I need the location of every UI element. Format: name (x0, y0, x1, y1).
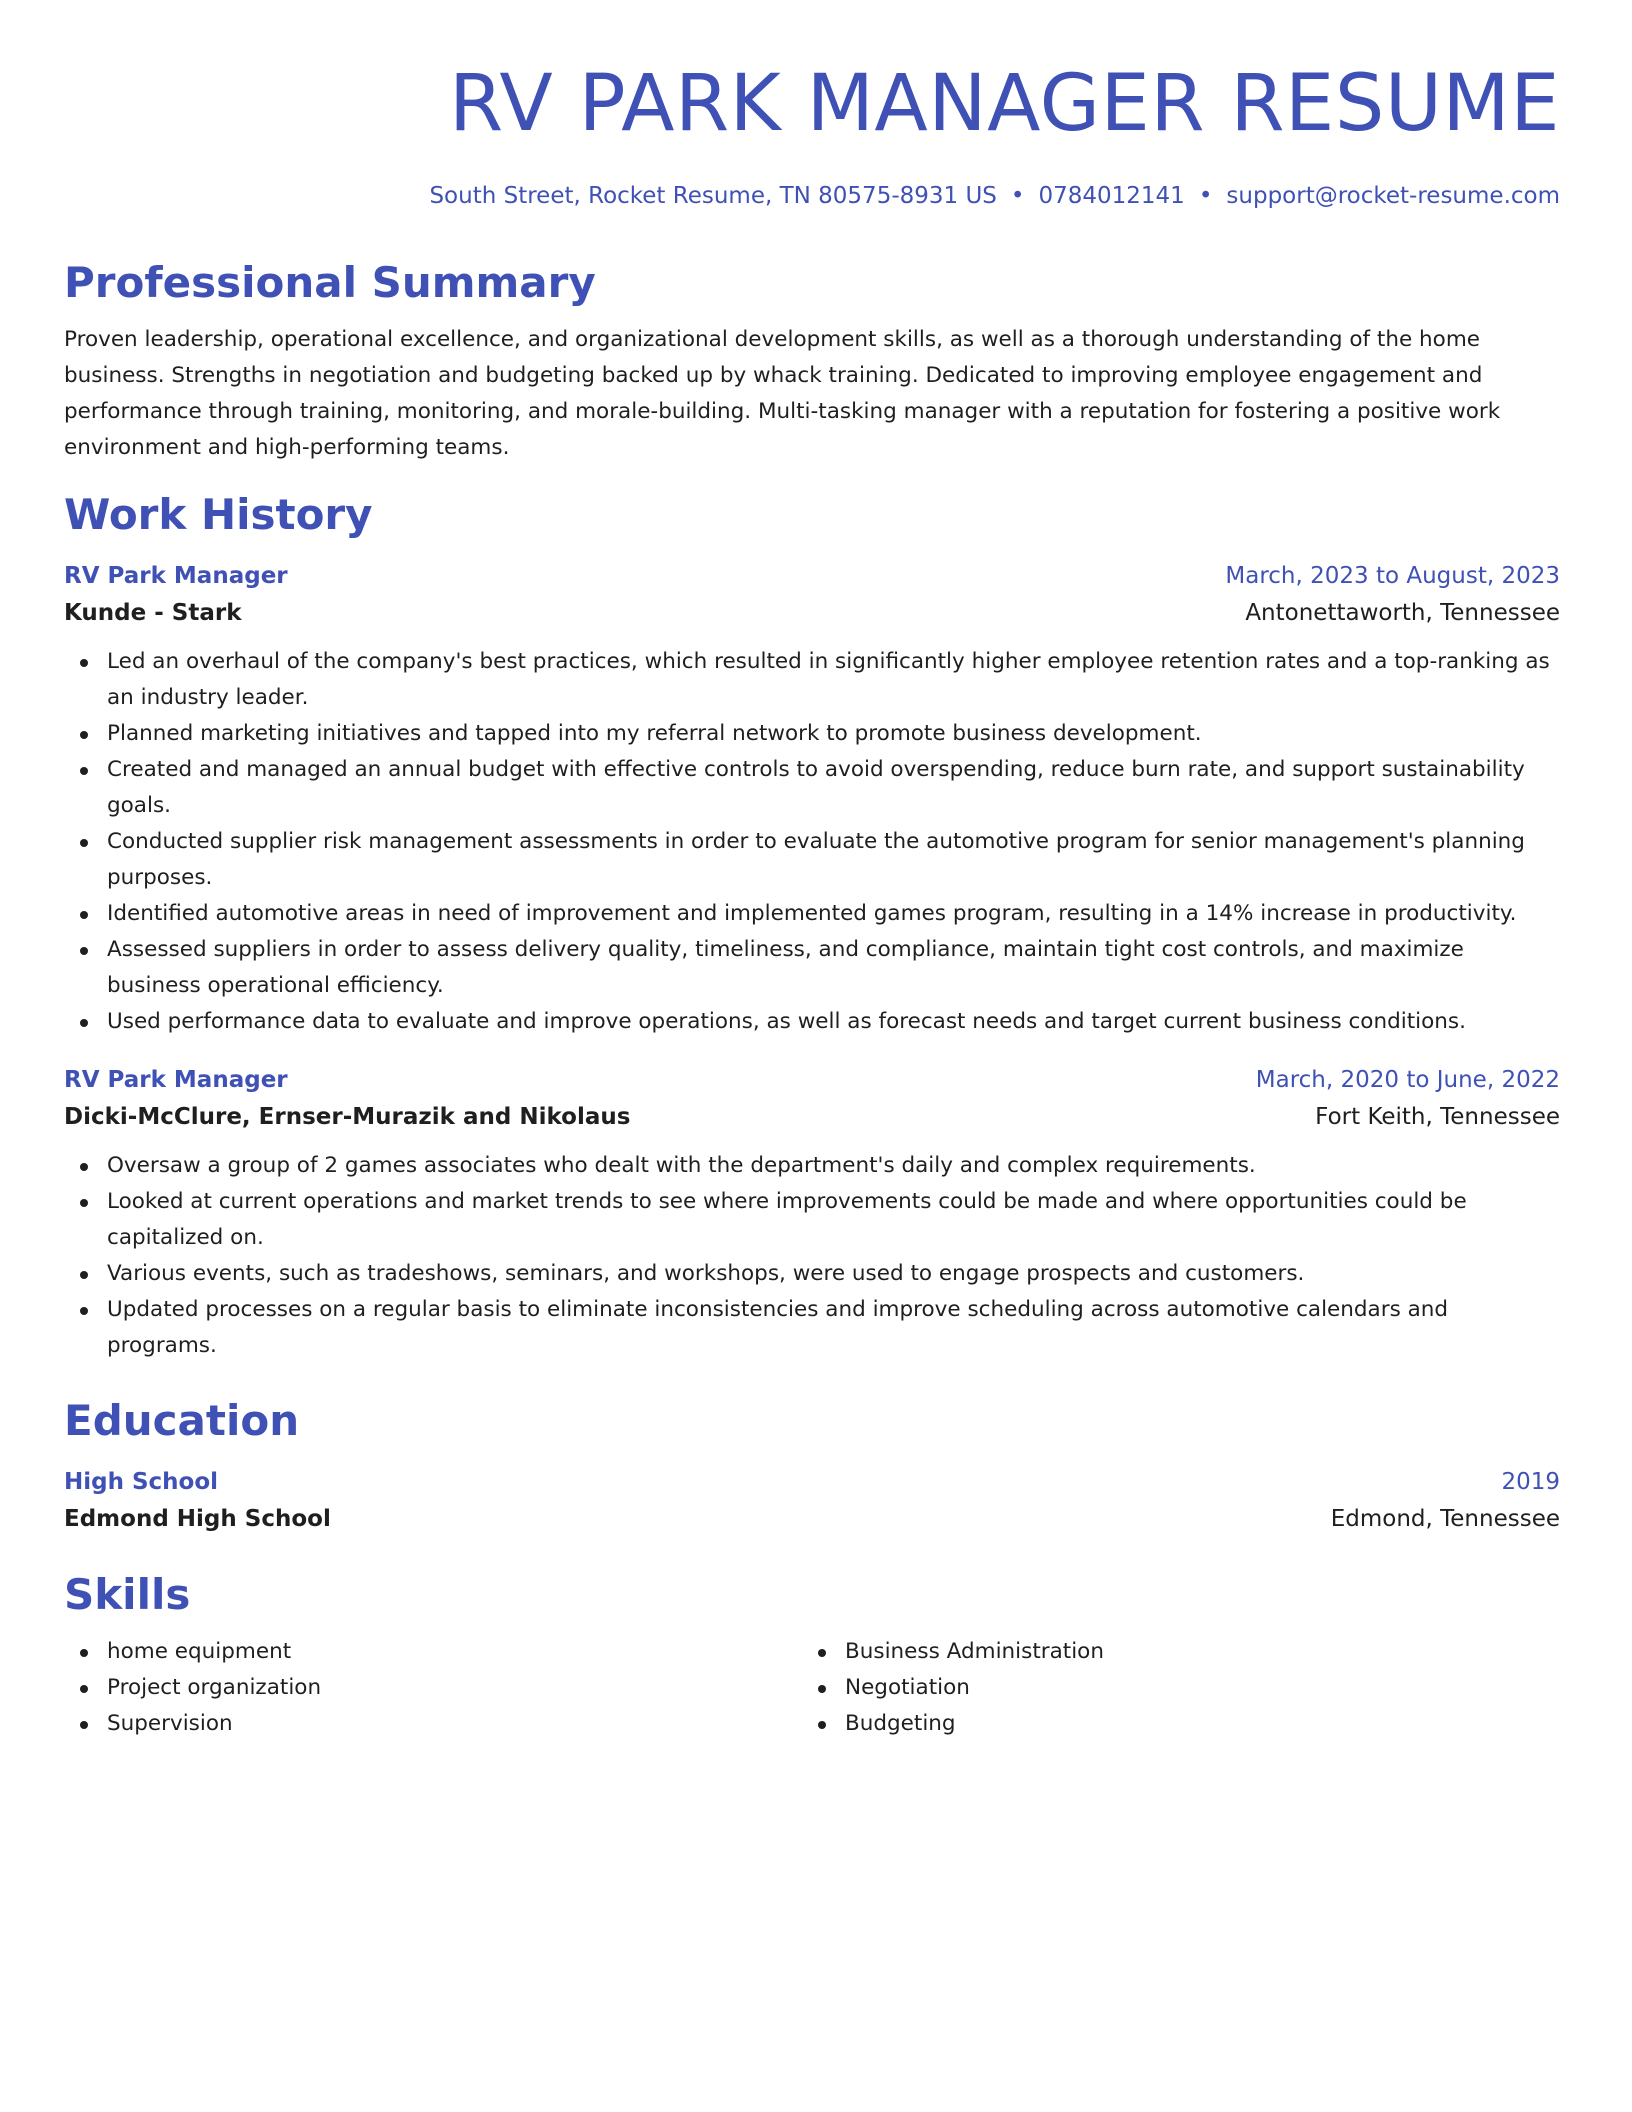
job-company: Kunde - Stark (64, 600, 242, 626)
summary-heading: Professional Summary (64, 258, 596, 307)
skill-item: Project organization (64, 1670, 802, 1706)
list-item: Assessed suppliers in order to assess delivery quality, timeliness, and compliance, maintain tight cost controls, and maximize business operational efficiency. (64, 932, 1560, 1004)
work-history-section (64, 488, 1560, 1364)
skills-column-left (64, 1634, 802, 1742)
list-item: Identified automotive areas in need of improvement and implemented games program, resulting in a 14% increase in productivity. (64, 896, 1560, 932)
job-title: RV Park Manager (64, 1067, 288, 1093)
education-degree-row (64, 1464, 1560, 1500)
education-year: 2019 (1501, 1469, 1560, 1495)
job-bullets (64, 1148, 1560, 1364)
education-location: Edmond, Tennessee (1330, 1506, 1560, 1532)
contact-separator: • (1010, 183, 1025, 209)
job-location: Antonettaworth, Tennessee (1245, 600, 1560, 626)
skill-item: Budgeting (802, 1706, 1540, 1742)
skill-item: Supervision (64, 1706, 802, 1742)
contact-phone: 0784012141 (1038, 183, 1185, 209)
skill-item: Business Administration (802, 1634, 1540, 1670)
job-bullets (64, 644, 1560, 1040)
job-title: RV Park Manager (64, 563, 288, 589)
list-item: Led an overhaul of the company's best practices, which resulted in significantly higher employee retention rates and a top-ranking as an industry leader. (64, 644, 1560, 716)
job-title-row (64, 558, 1560, 594)
list-item: Planned marketing initiatives and tapped into my referral network to promote business development. (64, 716, 1560, 752)
summary-section (64, 256, 1560, 466)
education-school-row (64, 1500, 1560, 1538)
job-title-row (64, 1062, 1560, 1098)
resume-header (64, 54, 1560, 212)
education-section (64, 1394, 1560, 1538)
education-heading: Education (64, 1396, 300, 1445)
skill-item: Negotiation (802, 1670, 1540, 1706)
skills-section (64, 1568, 1560, 1742)
skills-grid (64, 1634, 1560, 1742)
list-item: Created and managed an annual budget with effective controls to avoid overspending, reduce burn rate, and support sustainability goals. (64, 752, 1560, 824)
skill-item: home equipment (64, 1634, 802, 1670)
work-history-heading: Work History (64, 490, 373, 539)
list-item: Used performance data to evaluate and improve operations, as well as forecast needs and target current business conditions. (64, 1004, 1560, 1040)
job-company-row (64, 1098, 1560, 1136)
list-item: Looked at current operations and market trends to see where improvements could be made and where opportunities could be capitalized on. (64, 1184, 1560, 1256)
list-item: Updated processes on a regular basis to eliminate inconsistencies and improve scheduling across automotive calendars and programs. (64, 1292, 1560, 1364)
job-entry (64, 558, 1560, 1040)
job-dates: March, 2020 to June, 2022 (1255, 1067, 1560, 1093)
skills-column-right (802, 1634, 1540, 1742)
education-degree: High School (64, 1469, 219, 1495)
job-company: Dicki-McClure, Ernser-Murazik and Nikolaus (64, 1104, 631, 1130)
list-item: Oversaw a group of 2 games associates who dealt with the department's daily and complex requirements. (64, 1148, 1560, 1184)
list-item: Various events, such as tradeshows, seminars, and workshops, were used to engage prospects and customers. (64, 1256, 1560, 1292)
summary-text: Proven leadership, operational excellence, and organizational development skills, as well as a thorough understanding of the home business. Strengths in negotiation and budgeting backed up by whack training. Dedicated to improving employee engagement and performance through training, monitoring, and morale-building. Multi-tasking manager with a reputation for fostering a positive work environment and high-performing teams. (64, 327, 1501, 460)
job-dates: March, 2023 to August, 2023 (1225, 563, 1560, 589)
contact-separator: • (1198, 183, 1213, 209)
job-company-row (64, 594, 1560, 632)
skills-heading: Skills (64, 1570, 191, 1619)
job-location: Fort Keith, Tennessee (1315, 1104, 1560, 1130)
list-item: Conducted supplier risk management assessments in order to evaluate the automotive program for senior management's planning purposes. (64, 824, 1560, 896)
contact-email: support@rocket-resume.com (1226, 183, 1560, 209)
contact-address: South Street, Rocket Resume, TN 80575-8931 US (429, 183, 997, 209)
job-entry (64, 1062, 1560, 1364)
education-school: Edmond High School (64, 1506, 331, 1532)
resume-title: RV PARK MANAGER RESUME (449, 59, 1560, 149)
contact-line (64, 180, 1560, 212)
resume-page (64, 54, 1560, 1742)
